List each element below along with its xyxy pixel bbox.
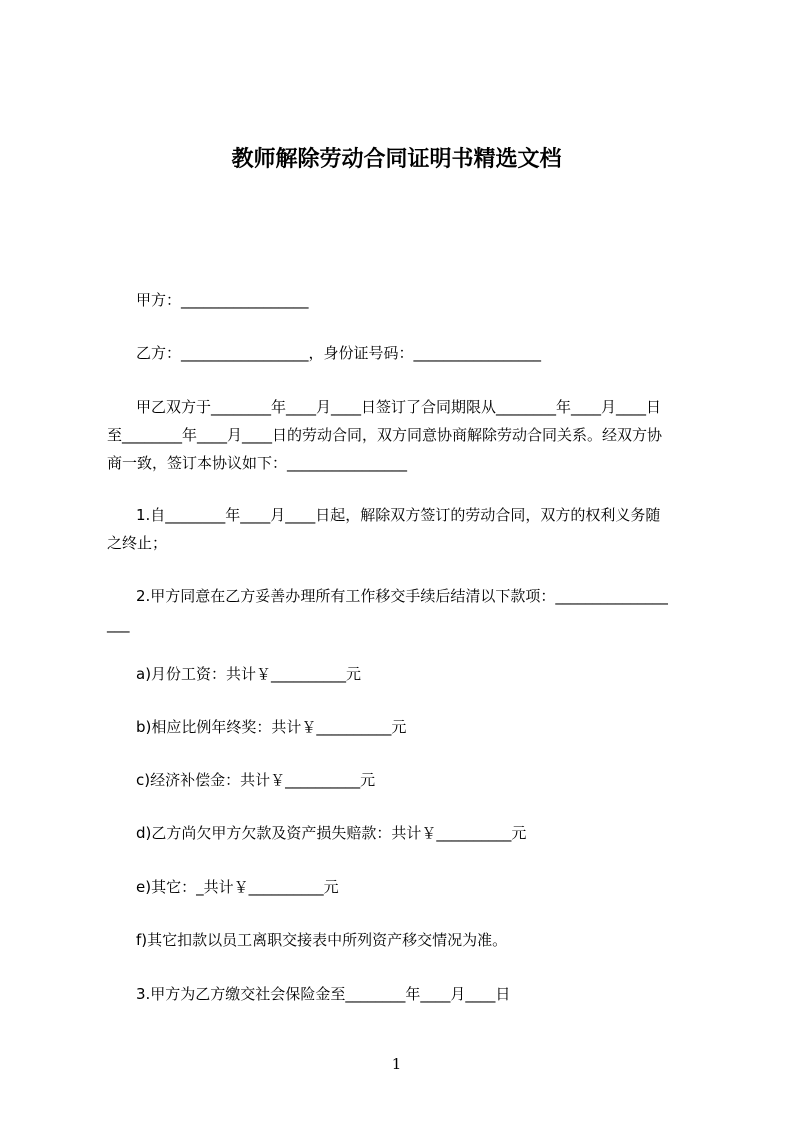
document-title: 教师解除劳动合同证明书精选文档 bbox=[231, 147, 562, 172]
item-c-compensation: c)经济补偿金：共计￥__________元 bbox=[136, 771, 376, 789]
page-number: 1 bbox=[391, 1055, 402, 1073]
item-d-debts: d)乙方尚欠甲方欠款及资产损失赔款：共计￥__________元 bbox=[136, 824, 527, 842]
item-a-monthly-salary: a)月份工资：共计￥__________元 bbox=[136, 665, 362, 683]
party-a-line: 甲方：_________________ bbox=[136, 291, 309, 309]
clause-2-line-1: 2.甲方同意在乙方妥善办理所有工作移交手续后结清以下款项：_______________ bbox=[136, 587, 668, 605]
intro-line-3: 商一致，签订本协议如下：________________ bbox=[107, 454, 408, 472]
item-f-other-deductions: f)其它扣款以员工离职交接表中所列资产移交情况为准。 bbox=[136, 931, 508, 949]
clause-2-line-2: ___ bbox=[107, 615, 130, 633]
intro-line-2: 至________年____月____日的劳动合同，双方同意协商解除劳动合同关系。经双方协 bbox=[107, 426, 663, 444]
intro-line-1: 甲乙双方于________年____月____日签订了合同期限从________年____月____日 bbox=[136, 398, 662, 416]
item-b-year-end-bonus: b)相应比例年终奖：共计￥__________元 bbox=[136, 718, 407, 736]
item-e-other: e)其它：_共计￥__________元 bbox=[136, 878, 339, 896]
clause-1-line-1: 1.自________年____月____日起，解除双方签订的劳动合同，双方的权利义务随 bbox=[136, 506, 661, 524]
clause-3-line: 3.甲方为乙方缴交社会保险金至________年____月____日 bbox=[136, 985, 511, 1003]
clause-1-line-2: 之终止； bbox=[107, 534, 168, 552]
party-b-line: 乙方：_________________，身份证号码：_________________ bbox=[136, 344, 542, 362]
